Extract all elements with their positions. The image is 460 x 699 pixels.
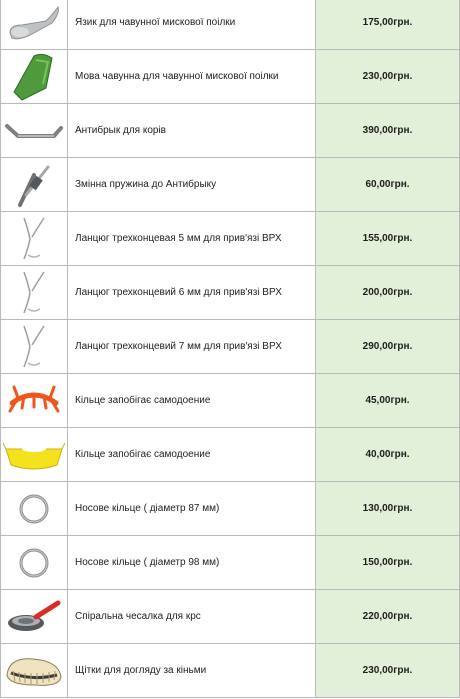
table-row — [1, 428, 460, 482]
nose-ring-icon — [14, 543, 54, 583]
table-row — [1, 212, 460, 266]
spiked-ring-yellow-icon — [3, 435, 65, 475]
product-price: 150,00грн. — [316, 536, 460, 590]
product-image — [1, 104, 68, 158]
grooming-brush-icon — [3, 651, 65, 691]
table-row — [1, 482, 460, 536]
product-image — [1, 320, 68, 374]
product-name: Антибрык для корів — [68, 104, 316, 158]
product-image — [1, 428, 68, 482]
product-name: Кільце запобігає самодоение — [68, 374, 316, 428]
product-name: Ланцюг трехконцевий 6 мм для прив'язі ВРХ — [68, 266, 316, 320]
table-row — [1, 374, 460, 428]
product-price: 175,00грн. — [316, 0, 460, 50]
product-image — [1, 0, 68, 50]
nose-ring-icon — [14, 489, 54, 529]
product-price: 200,00грн. — [316, 266, 460, 320]
product-price: 130,00грн. — [316, 482, 460, 536]
spiral-brush-icon — [4, 597, 64, 637]
product-price: 60,00грн. — [316, 158, 460, 212]
product-price: 220,00грн. — [316, 590, 460, 644]
product-name: Ланцюг трехконцевий 7 мм для прив'язі ВРХ — [68, 320, 316, 374]
chain-icon — [14, 215, 54, 263]
product-name: Язик для чавунної мискової поілки — [68, 0, 316, 50]
spring-icon — [6, 161, 62, 209]
product-name: Змінна пружина до Антибрыку — [68, 158, 316, 212]
product-image — [1, 212, 68, 266]
product-image — [1, 482, 68, 536]
product-image — [1, 536, 68, 590]
product-image — [1, 644, 68, 698]
product-image — [1, 266, 68, 320]
product-name: Спіральна чесалка для крс — [68, 590, 316, 644]
product-name: Щітки для догляду за кіньми — [68, 644, 316, 698]
table-row — [1, 536, 460, 590]
table-row — [1, 644, 460, 698]
chain-icon — [14, 323, 54, 371]
product-price: 230,00грн. — [316, 644, 460, 698]
table-row — [1, 50, 460, 104]
table-row — [1, 0, 460, 50]
anti-kick-icon — [4, 116, 64, 146]
table-row — [1, 590, 460, 644]
product-price: 155,00грн. — [316, 212, 460, 266]
table-row — [1, 158, 460, 212]
product-image — [1, 374, 68, 428]
product-price: 230,00грн. — [316, 50, 460, 104]
table-row — [1, 320, 460, 374]
green-tongue-icon — [6, 52, 62, 102]
product-name: Мова чавунна для чавунної мискової поілки — [68, 50, 316, 104]
product-name: Кільце запобігає самодоение — [68, 428, 316, 482]
product-image — [1, 158, 68, 212]
chain-icon — [14, 269, 54, 317]
product-name: Носове кільце ( діаметр 87 мм) — [68, 482, 316, 536]
bowl-tongue-icon — [6, 3, 62, 43]
product-name: Носове кільце ( діаметр 98 мм) — [68, 536, 316, 590]
product-name: Ланцюг трехконцевая 5 мм для прив'язі ВРХ — [68, 212, 316, 266]
product-price: 390,00грн. — [316, 104, 460, 158]
spiked-ring-orange-icon — [6, 381, 62, 421]
product-image — [1, 590, 68, 644]
table-row — [1, 104, 460, 158]
table-row — [1, 266, 460, 320]
product-price: 45,00грн. — [316, 374, 460, 428]
product-price: 290,00грн. — [316, 320, 460, 374]
product-image — [1, 50, 68, 104]
product-price: 40,00грн. — [316, 428, 460, 482]
